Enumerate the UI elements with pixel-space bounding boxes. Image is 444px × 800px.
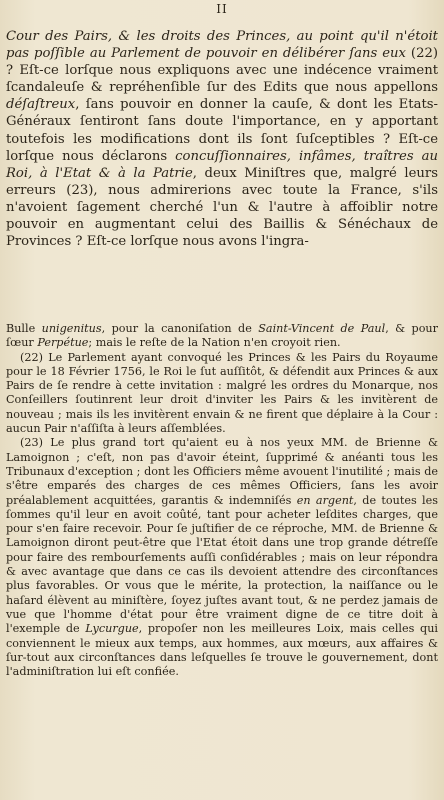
main-segment: , deux Miniſtres que, malgré leurs erreurs (23), nous admirerions avec toute la France, s'ils n'avoient ſagement cherché l'un & l'autre à affoiblir notre pouvoir en augmentant celui des Baillis & Sénéchaux de Provinces ? Eſt-ce lorſque nous avons l'ingra-	[6, 165, 438, 250]
footnote-segment: Lycurgue	[85, 622, 139, 636]
footnote-segment: , & pour ſœur	[6, 322, 438, 350]
footnote-segment: Saint-Vincent de Paul	[258, 322, 386, 335]
main-segment: (22) ? Eſt-ce lorſque nous expliquons avec une indécence vraiment ſcandaleuſe & repréhenſible ſur des Edits que nous appellons	[6, 46, 438, 96]
footnote-continuation	[6, 322, 438, 351]
main-segment: Cour des Pairs, & les droits des Princes, au point qu'il n'étoit pas poſſible au Parlement de pouvoir en délibérer ſans eux	[6, 29, 438, 62]
footnote-segment: Bulle	[6, 322, 42, 335]
footnotes	[6, 322, 438, 679]
footnote-22: (22) Le Parlement ayant convoqué les Princes & les Pairs du Royaume pour le 18 Février 1756, le Roi le ſut auſſitôt, & défendit aux Princes & aux Pairs de ſe rendre à cette invitation : malgré les ordres du Monarque, nos Conſeillers ſoutinrent leur droit d'inviter les Pairs & les invitèrent de nouveau ; mais ils les invitèrent envain & ne firent que déplaire à la Cour : aucun Pair n'aſſiſta à leurs aſſemblées.	[6, 350, 438, 436]
main-segment: déſaſtreux	[6, 97, 76, 113]
footnote-segment: en argent	[296, 493, 354, 507]
footnote-segment: ; mais le reſte de la Nation n'en croyoit rien.	[88, 336, 341, 350]
footnote-segment: (23) Le plus grand tort qu'aient eu à nos yeux MM. de Brienne & Lamoignon ; c'eſt, non pas d'avoir éteint, ſupprimé & anéanti tous les Tribunaux d'exception ; dont les Officiers même avouent l'inutilité ; mais de s'être emparés des charges de ces mêmes Officiers, ſans les avoir préalablement acquittées, garantis & indemniſés	[6, 436, 438, 507]
footnote-segment: , pour la canoniſation de	[101, 322, 259, 335]
main-segment: , ſans pouvoir en donner la cauſe, & dont les Etats-Généraux ſentiront ſans doute l'importance, en y apportant toutefois les modifications dont ils ſont ſuſceptibles ? Eſt-ce lorſque nous déclarons	[6, 97, 438, 164]
main-text	[6, 28, 438, 250]
footnote-segment: , de toutes les ſommes qu'il leur en avoit coûté, tant pour acheter leſdites charges, que pour s'en faire recevoir. Pour ſe juſtifier de ce réproche, MM. de Brienne & Lamoignon diront peut-être que l'Etat étoit dans une trop grande détreſſe pour faire des rembourſements auſſi conſidérables ; mais on leur répondra & avec avantage que dans ce cas ils devoient attendre des circonſtances plus favorables. Or vous que le mérite, la protection, la naiſſance ou le haſard élèvent au miniſtère, ſoyez juſtes avant tout, & ne perdez jamais de vue que l'homme d'état pour être vraiment digne de ce titre doit à l'exemple de	[6, 493, 438, 636]
footnote-segment: , propoſer non les meilleures Loix, mais celles qui conviennent le mieux aux temps, aux hommes, aux mœurs, aux affaires & ſur-tout aux circonſtances dans leſquelles ſe trouve le gouvernement, dont l'adminiſtration lui eſt confiée.	[6, 622, 438, 679]
page-number: II	[216, 2, 228, 16]
footnote-segment: unigenitus	[41, 322, 102, 335]
main-paragraph	[6, 28, 438, 250]
footnote-segment: Perpétue	[37, 336, 89, 350]
main-segment: concuſſionnaires, infâmes, traîtres au Roi, à l'Etat & à la Patrie	[6, 148, 438, 181]
footnote-23	[6, 436, 438, 679]
